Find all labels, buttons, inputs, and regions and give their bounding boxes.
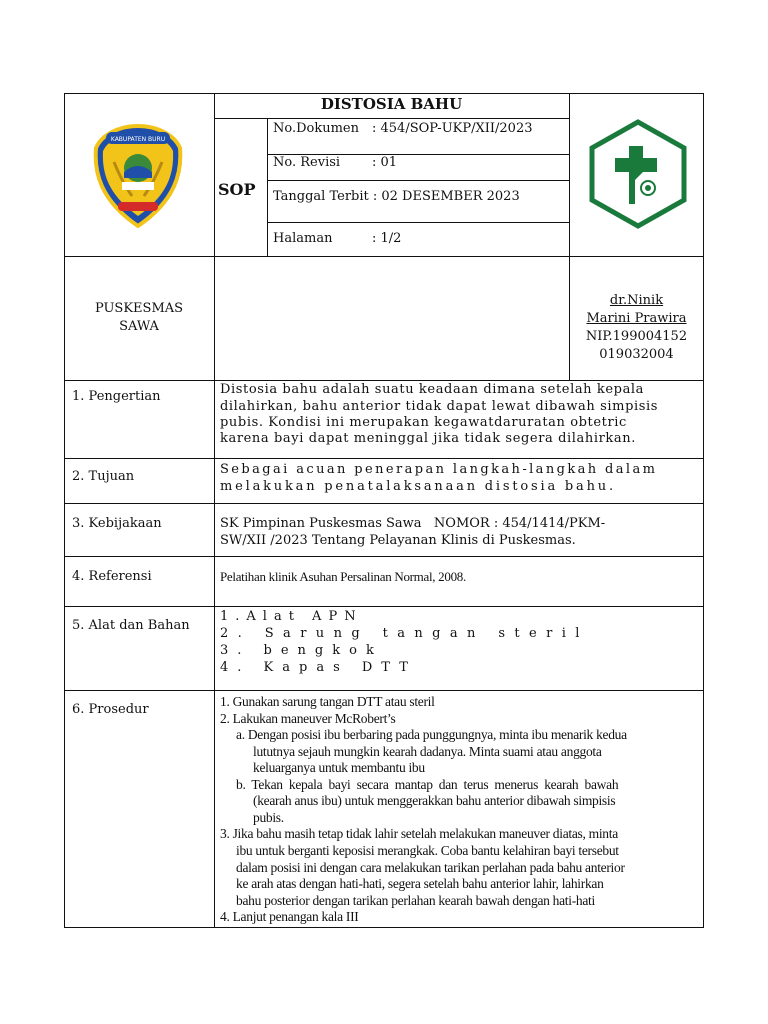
alat-item: 2. Sarung tangan steril — [220, 626, 589, 641]
nip-line2: 019032004 — [599, 347, 674, 362]
row-divider-5 — [64, 556, 704, 557]
kebijakan-line: SK Pimpinan Puskesmas Sawa NOMOR : 454/1414/PKM- — [220, 516, 606, 531]
halaman-label: Halaman — [273, 231, 333, 246]
border-left — [64, 93, 65, 928]
referensi-label: 4. Referensi — [72, 569, 152, 584]
divider-tgl — [267, 222, 569, 223]
divider-col1 — [214, 93, 215, 928]
prosedur-line: pubis. — [253, 810, 284, 825]
tujuan-line: melakukan penatalaksanaan distosia bahu. — [220, 479, 616, 494]
row-divider-6 — [64, 606, 704, 607]
nip-line1: NIP.199004152 — [585, 329, 688, 344]
pengertian-line: dilahirkan, bahu anterior tidak dapat lewat dibawah simpisis — [220, 399, 659, 414]
prosedur-line: lututnya sejauh mungkin kearah dadanya. Minta suami atau anggota — [253, 744, 602, 759]
pengertian-line: Distosia bahu adalah suatu keadaan dimana setelah kepala — [220, 382, 645, 397]
alat-item: 1.Alat APN — [220, 609, 363, 624]
prosedur-line: dalam posisi ini dengan cara melakukan tarikan perlahan pada bahu anterior — [236, 860, 625, 875]
alat-label: 5. Alat dan Bahan — [72, 618, 190, 633]
org-name-line1: PUSKESMAS — [94, 301, 184, 316]
prosedur-line: keluarganya untuk membantu ibu — [253, 760, 425, 775]
alat-item: 4. Kapas DTT — [220, 660, 417, 675]
halaman-value: : 1/2 — [372, 231, 402, 246]
no-revisi-label: No. Revisi — [273, 155, 341, 170]
prosedur-line: b. Tekan kepala bayi secara mantap dan terus menerus kearah bawah — [236, 777, 619, 792]
border-right — [703, 93, 704, 928]
org-name-line2: SAWA — [119, 319, 159, 334]
row-divider-1 — [64, 256, 704, 257]
no-revisi-value: : 01 — [372, 155, 398, 170]
divider-title — [214, 118, 569, 119]
logo-left-text: KABUPATEN BURU — [110, 136, 166, 143]
kebijakan-line: SW/XII /2023 Tentang Pelayanan Klinis di Puskesmas. — [220, 533, 576, 548]
pengertian-label: 1. Pengertian — [72, 389, 161, 404]
prosedur-line: ke arah atas dengan hati-hati, segera setelah bahu anterior lahir, lahirkan — [236, 876, 604, 891]
border-top — [64, 93, 704, 94]
row-divider-4 — [64, 503, 704, 504]
row-divider-7 — [64, 690, 704, 691]
kebijakan-label: 3. Kebijakaan — [72, 516, 162, 531]
divider-sop — [267, 118, 268, 257]
prosedur-line: a. Dengan posisi ibu berbaring pada punggungnya, minta ibu menarik kedua — [236, 727, 627, 742]
prosedur-line: 4. Lanjut penangan kala III — [220, 909, 359, 924]
puskesmas-logo — [585, 118, 691, 230]
kabupaten-buru-logo — [92, 122, 184, 230]
prosedur-line: (kearah anus ibu) untuk menggerakkan bahu anterior dibawah simpisis — [253, 793, 616, 808]
signatory-line2: Marini Prawira — [586, 311, 687, 326]
sop-label: SOP — [218, 180, 256, 199]
pengertian-line: pubis. Kondisi ini merupakan kegawatdaruratan obtetric — [220, 415, 627, 430]
signatory-line1: dr.Ninik — [609, 293, 664, 308]
prosedur-line: bahu posterior dengan tarikan perlahan kearah bawah dengan hati-hati — [236, 893, 595, 908]
referensi-text: Pelatihan klinik Asuhan Persalinan Normal, 2008. — [220, 569, 466, 584]
prosedur-line: 2. Lakukan maneuver McRobert’s — [220, 711, 396, 726]
pengertian-line: karena bayi dapat meninggal jika tidak segera dilahirkan. — [220, 431, 636, 446]
tujuan-line: Sebagai acuan penerapan langkah-langkah dalam — [220, 462, 658, 477]
border-bottom — [64, 927, 704, 928]
divider-rev — [267, 180, 569, 181]
row-divider-2 — [64, 380, 704, 381]
row-divider-3 — [64, 458, 704, 459]
prosedur-line: ibu untuk berganti keposisi merangkak. Coba bantu kelahiran bayi tersebut — [236, 843, 619, 858]
tujuan-label: 2. Tujuan — [72, 469, 135, 484]
prosedur-line: 1. Gunakan sarung tangan DTT atau steril — [220, 694, 435, 709]
prosedur-line: 3. Jika bahu masih tetap tidak lahir setelah melakukan maneuver diatas, minta — [220, 826, 618, 841]
prosedur-label: 6. Prosedur — [72, 702, 149, 717]
alat-item: 3. bengkok — [220, 643, 383, 658]
no-dokumen-label: No.Dokumen — [273, 121, 359, 136]
no-dokumen-value: : 454/SOP-UKP/XII/2023 — [372, 121, 533, 136]
tanggal-terbit: Tanggal Terbit : 02 DESEMBER 2023 — [273, 189, 520, 204]
document-title: DISTOSIA BAHU — [320, 95, 463, 113]
